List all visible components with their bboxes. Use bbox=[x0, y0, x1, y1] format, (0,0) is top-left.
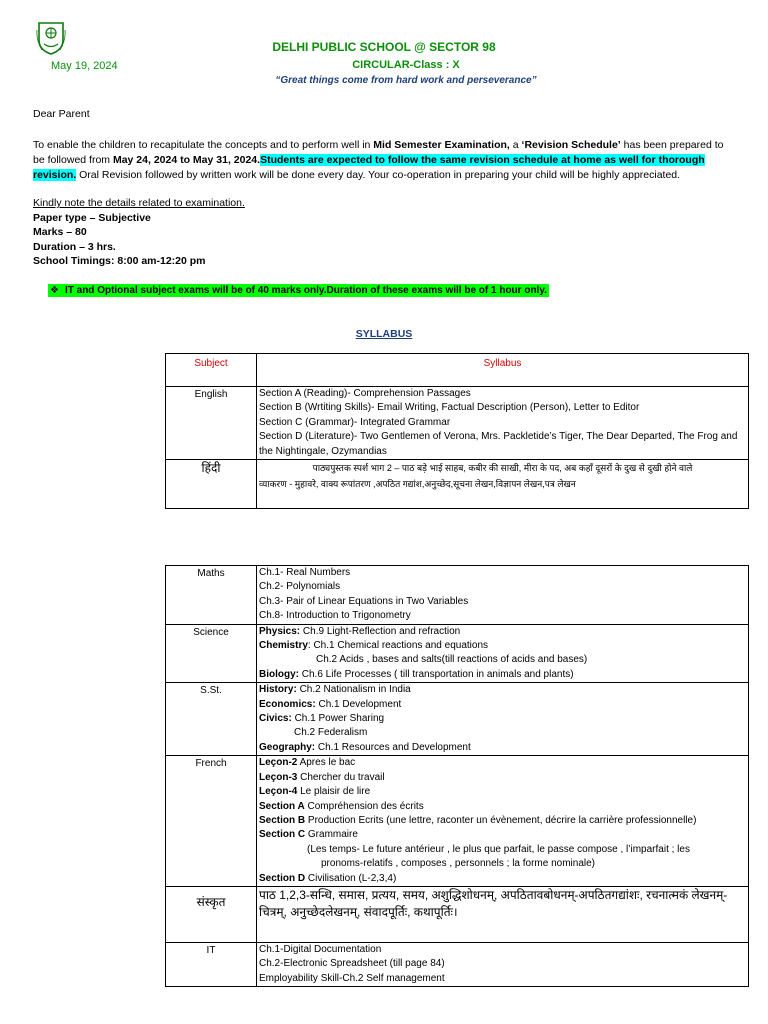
syllabus-line: Ch.1-Digital Documentation bbox=[259, 943, 382, 955]
diamond-bullet-icon: ❖ bbox=[50, 285, 59, 296]
syllabus-french bbox=[257, 756, 749, 887]
topic-label: Chemistry bbox=[259, 640, 308, 652]
school-motto: “Great things come from hard work and perseverance” bbox=[275, 75, 537, 86]
duration: Duration – 3 hrs. bbox=[33, 240, 116, 253]
topic-text: Ch.6 Life Processes ( till transportation in animals and plants) bbox=[299, 668, 574, 680]
subject-sanskrit: संस्कृत bbox=[166, 886, 257, 942]
circular-class: CIRCULAR-Class : X bbox=[352, 59, 460, 71]
topic-label: Economics: bbox=[259, 698, 316, 710]
syllabus-line: pronoms-relatifs , composes , personnels ; la forme nominale) bbox=[321, 858, 596, 870]
syllabus-english bbox=[257, 387, 749, 460]
topic-label: Leçon-3 bbox=[259, 771, 298, 783]
syllabus-line bbox=[259, 800, 746, 814]
syllabus-maths bbox=[257, 566, 749, 625]
syllabus-science bbox=[257, 624, 749, 683]
syllabus-line bbox=[259, 771, 746, 785]
syllabus-table-continued bbox=[165, 565, 749, 987]
syllabus-line: Ch.8- Introduction to Trigonometry bbox=[259, 610, 411, 622]
topic-text: : Ch.1 Chemical reactions and equations bbox=[307, 640, 489, 652]
syllabus-line bbox=[259, 668, 746, 682]
circular-date: May 19, 2024 bbox=[51, 60, 118, 72]
topic-label: Leçon-4 bbox=[259, 786, 298, 798]
topic-label: Geography: bbox=[259, 741, 316, 753]
syllabus-line: Ch.2 Federalism bbox=[294, 727, 368, 739]
subject-hindi: हिंदी bbox=[166, 460, 257, 509]
topic-text: Ch.2 Nationalism in India bbox=[296, 684, 411, 696]
column-header-syllabus: Syllabus bbox=[257, 354, 749, 387]
syllabus-line: Section A (Reading)- Comprehension Passages bbox=[259, 388, 471, 399]
revision-schedule-label: ‘Revision Schedule’ bbox=[521, 139, 621, 151]
table-row bbox=[166, 624, 749, 683]
paper-type: Paper type – Subjective bbox=[33, 212, 151, 224]
school-timings: School Timings: 8:00 am-12:20 pm bbox=[33, 255, 206, 268]
table-row bbox=[166, 387, 749, 460]
topic-text: Production Ecrits (une lettre, raconter un évènement, décrire la carrière professionnelle) bbox=[305, 814, 697, 826]
marks: Marks – 80 bbox=[33, 226, 87, 239]
syllabus-line: Section C (Grammar)- Integrated Grammar bbox=[259, 416, 451, 428]
syllabus-sanskrit: पाठ 1,2,3-सन्धि, समास, प्रत्यय, समय, अशुद्धिशोधनम्, अपठितावबोधनम्-अपठितगद्यांशः, रचनात्मकं लेखनम्-चित्रम्, अनुच्छेदलेखनम्, संवादपूर्तिः, कथापूर्तिः। bbox=[257, 886, 749, 942]
subject-it: IT bbox=[166, 942, 257, 986]
syllabus-line: (Les temps- Le future antérieur , le plus que parfait, le passe compose , l’imparfait ; les bbox=[307, 843, 690, 855]
syllabus-line bbox=[259, 698, 746, 712]
syllabus-line bbox=[259, 712, 746, 726]
topic-label: Section B bbox=[259, 814, 306, 826]
subject-sst: S.St. bbox=[166, 683, 257, 756]
syllabus-line bbox=[259, 683, 746, 697]
syllabus-line: Ch.2 Acids , bases and salts(till reactions of acids and bases) bbox=[316, 654, 588, 666]
intro-text: a bbox=[509, 139, 522, 151]
subject-english: English bbox=[166, 387, 257, 460]
topic-text: Apres le bac bbox=[297, 757, 356, 769]
topic-label: Civics: bbox=[259, 713, 292, 725]
exam-details bbox=[33, 211, 206, 269]
syllabus-line bbox=[259, 828, 746, 842]
topic-label: Section C bbox=[259, 829, 306, 841]
revision-dates: May 24, 2024 to May 31, 2024. bbox=[112, 154, 261, 166]
table-row bbox=[166, 942, 749, 986]
exam-name: Mid Semester Examination, bbox=[373, 139, 510, 151]
syllabus-line: Ch.2-Electronic Spreadsheet (till page 84) bbox=[259, 958, 445, 970]
topic-label: Section D bbox=[259, 872, 306, 884]
syllabus-line bbox=[259, 625, 746, 639]
topic-label: Leçon-2 bbox=[259, 757, 298, 769]
syllabus-it bbox=[257, 942, 749, 986]
syllabus-line bbox=[259, 756, 746, 770]
column-header-subject: Subject bbox=[166, 354, 257, 387]
subject-french: French bbox=[166, 756, 257, 887]
syllabus-line bbox=[259, 785, 746, 799]
syllabus-line: Section B (Wrtiting Skills)- Email Writing, Factual Description (Person), Letter to Editor bbox=[259, 402, 640, 414]
syllabus-line: व्याकरण - मुहावरे, वाक्य रूपांतरण ,अपठित गद्यांश,अनुच्छेद,सूचना लेखन,विज्ञापन लेखन,पत्र लेखन bbox=[259, 479, 576, 490]
topic-text: Compréhension des écrits bbox=[304, 800, 424, 812]
table-row bbox=[166, 886, 749, 942]
topic-text: Ch.1 Resources and Development bbox=[315, 741, 471, 753]
table-row bbox=[166, 683, 749, 756]
intro-text: To enable the children to recapitulate the concepts and to perform well in bbox=[33, 139, 374, 151]
exam-note-text: IT and Optional subject exams will be of 40 marks only.Duration of these exams will be of 1 hour only. bbox=[64, 285, 547, 296]
syllabus-line bbox=[259, 872, 746, 886]
topic-label: Section A bbox=[259, 800, 305, 812]
topic-label: Biology: bbox=[259, 668, 299, 680]
syllabus-line: Employability Skill-Ch.2 Self management bbox=[259, 972, 445, 984]
intro-text: has been prepared to be followed from bbox=[33, 139, 724, 166]
syllabus-line: Ch.1- Real Numbers bbox=[259, 567, 351, 578]
table-row bbox=[166, 566, 749, 625]
note-line: Kindly note the details related to examination. bbox=[33, 197, 245, 209]
exam-note-bullet bbox=[48, 284, 549, 297]
highlighted-instruction: Students are expected to follow the same revision schedule at home as well for thorough revision. bbox=[33, 154, 705, 181]
syllabus-heading: SYLLABUS bbox=[355, 328, 413, 340]
syllabus-line bbox=[259, 814, 746, 828]
topic-text: Ch.1 Development bbox=[315, 698, 402, 710]
syllabus-line bbox=[259, 639, 746, 653]
subject-science: Science bbox=[166, 624, 257, 683]
syllabus-line bbox=[259, 741, 746, 755]
syllabus-hindi bbox=[257, 460, 749, 509]
topic-text: Ch.9 Light-Reflection and refraction bbox=[300, 625, 461, 637]
topic-label: Physics: bbox=[259, 625, 301, 637]
topic-text: Civilisation (L-2,3,4) bbox=[305, 872, 397, 884]
table-row bbox=[166, 460, 749, 509]
topic-label: History: bbox=[259, 684, 297, 696]
intro-text: Oral Revision followed by written work will be done every day. Your co-operation in preparing your child will be highly appreciated. bbox=[76, 169, 681, 181]
syllabus-line: पाठ्यपुस्तक स्पर्श भाग 2 – पाठ बड़े भाई साहब, कबीर की साखी, मीरा के पद, अब कहाँ दूसरों के दुख से दुखी होने वाले bbox=[312, 463, 693, 474]
topic-text: Ch.1 Power Sharing bbox=[291, 713, 385, 725]
intro-paragraph bbox=[33, 138, 733, 183]
topic-text: Grammaire bbox=[305, 829, 358, 841]
salutation: Dear Parent bbox=[33, 108, 90, 120]
topic-text: Chercher du travail bbox=[297, 771, 385, 783]
subject-maths: Maths bbox=[166, 566, 257, 625]
syllabus-sst bbox=[257, 683, 749, 756]
table-row bbox=[166, 756, 749, 887]
syllabus-table bbox=[165, 353, 749, 509]
syllabus-line: Ch.2- Polynomials bbox=[259, 581, 341, 593]
syllabus-line: Ch.3- Pair of Linear Equations in Two Variables bbox=[259, 595, 469, 607]
topic-text: Le plaisir de lire bbox=[297, 786, 371, 798]
table-header-row bbox=[166, 354, 749, 387]
syllabus-line: Section D (Literature)- Two Gentlemen of Verona, Mrs. Packletide’s Tiger, The Dear Departed, The Frog and the Nightingale, Ozymandias bbox=[259, 431, 738, 457]
school-name: DELHI PUBLIC SCHOOL @ SECTOR 98 bbox=[272, 40, 496, 54]
